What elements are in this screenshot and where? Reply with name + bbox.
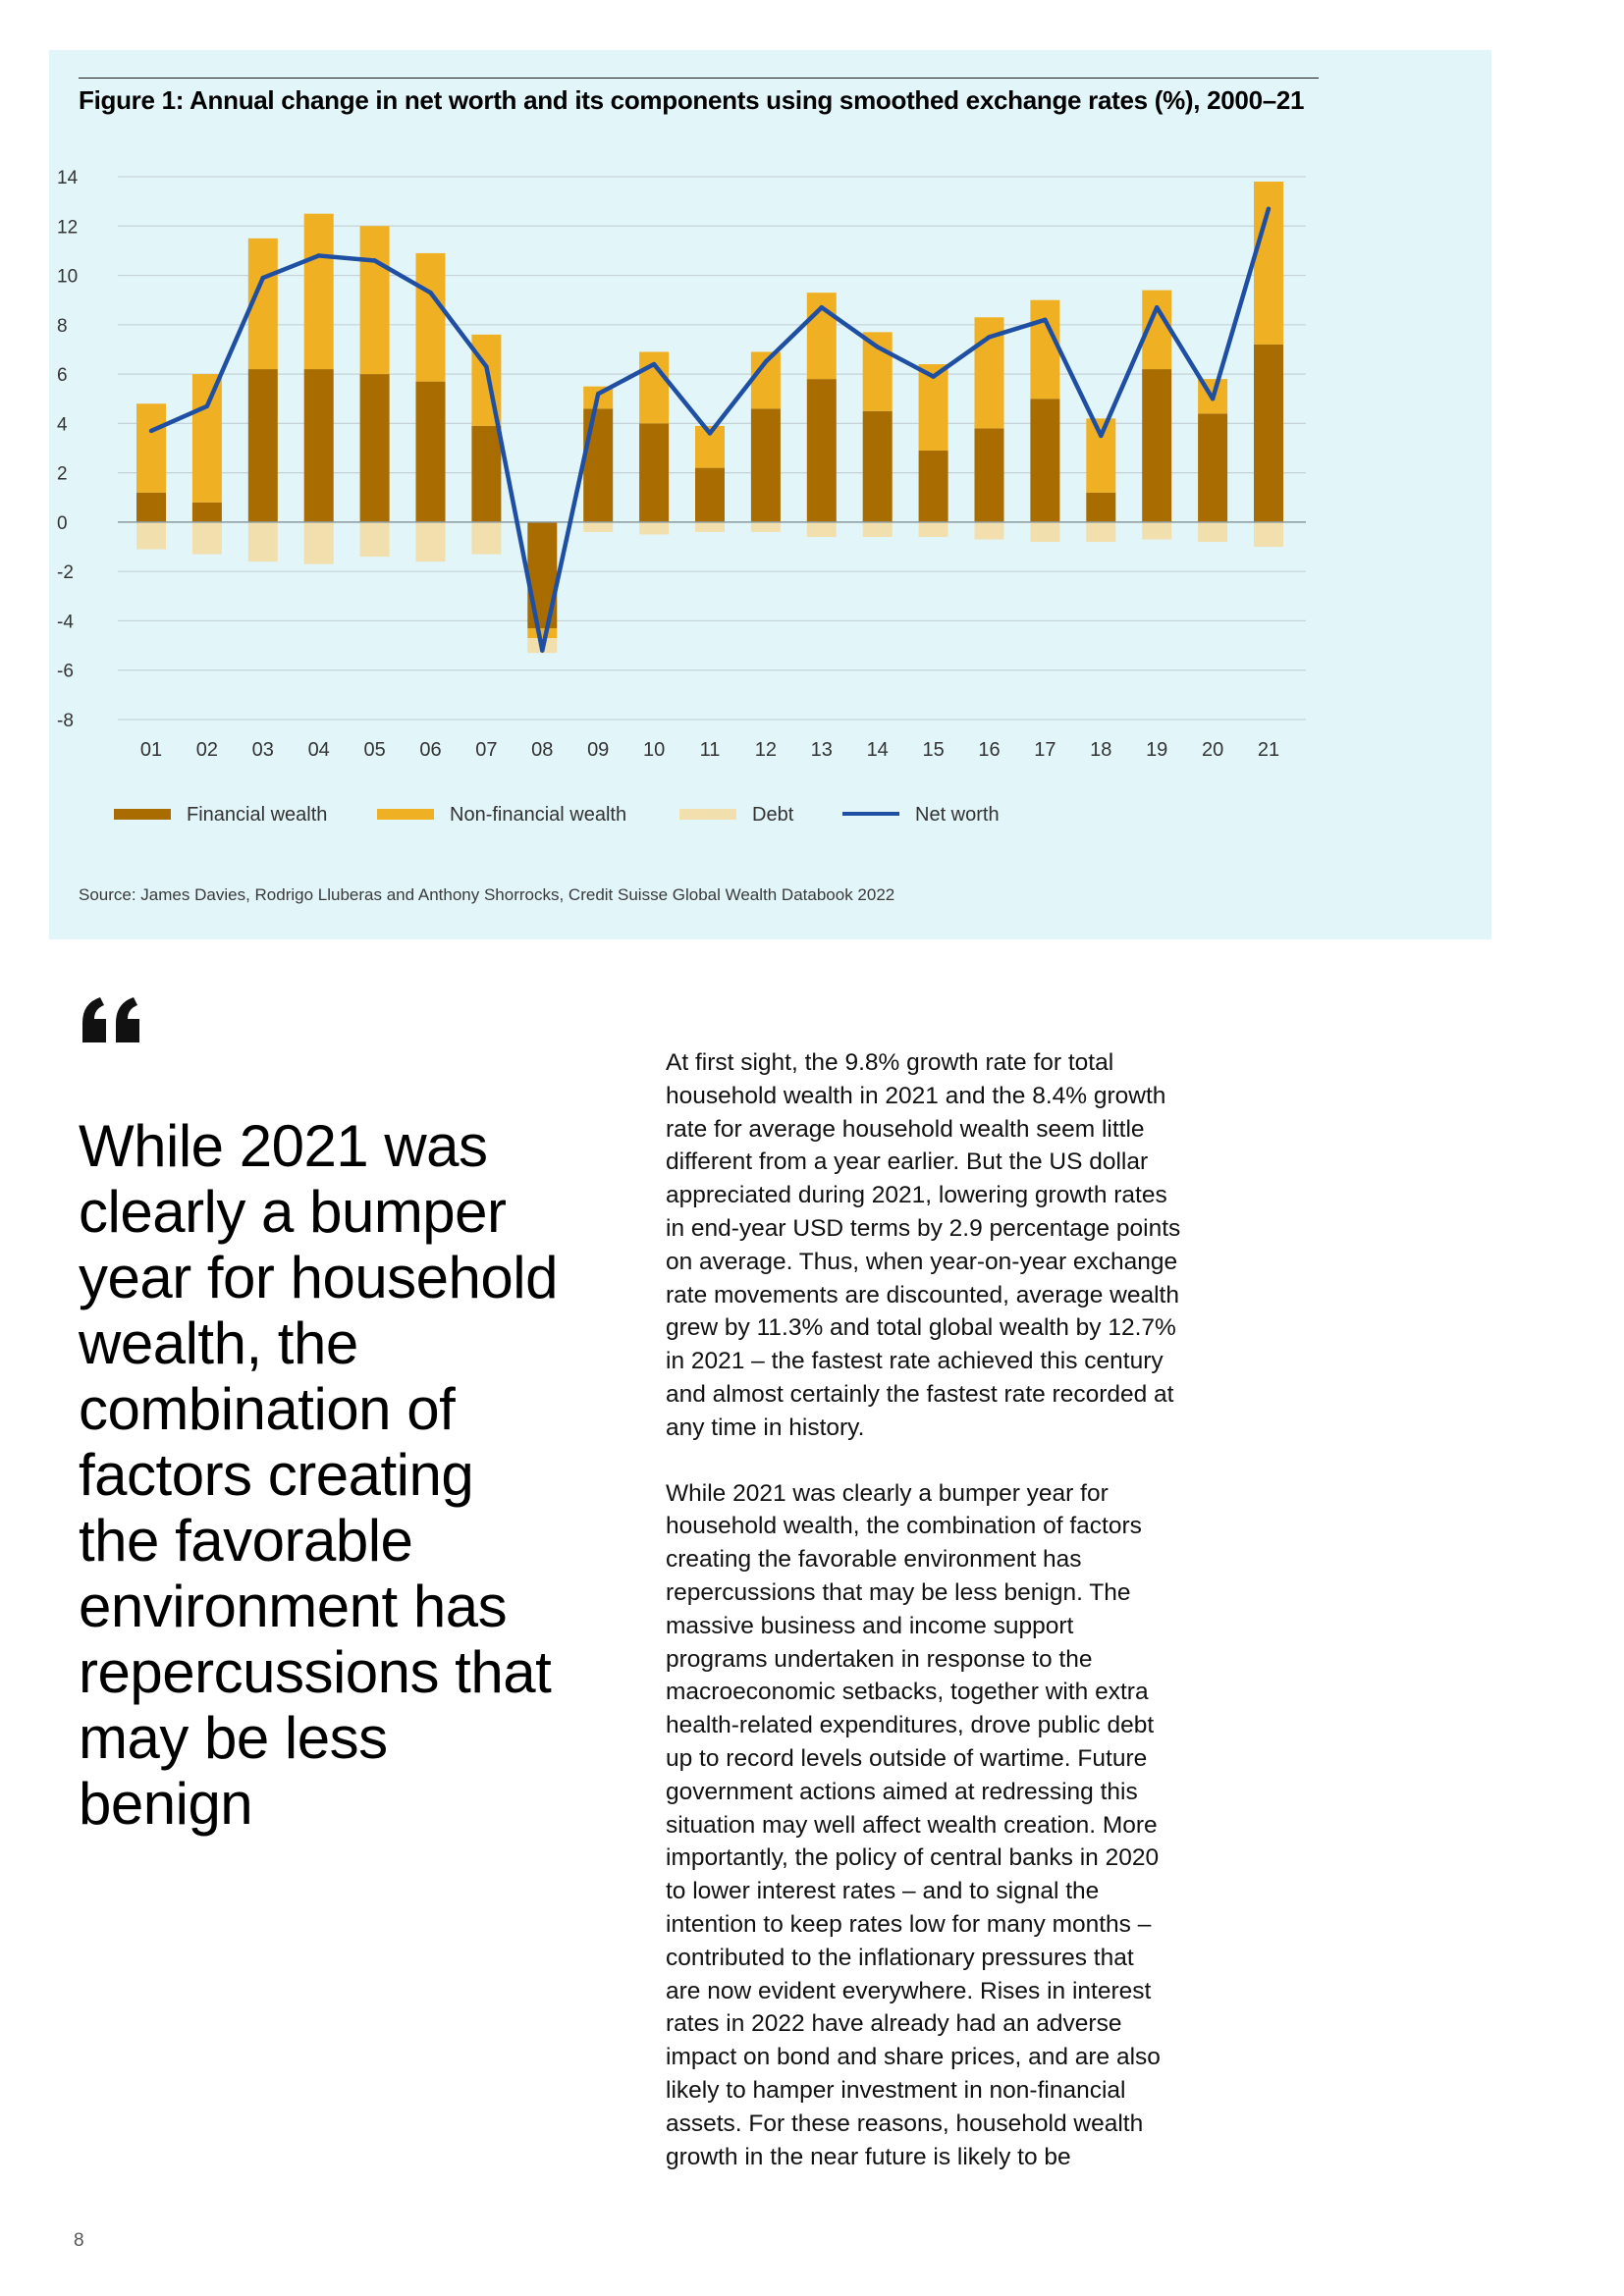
pull-quote-line: combination of [79, 1376, 456, 1442]
x-tick-label: 20 [1201, 739, 1224, 761]
debt-bar [919, 522, 948, 537]
x-tick-label: 04 [307, 739, 330, 761]
quote-mark-icon [79, 991, 147, 1050]
financial-wealth-bar [639, 423, 669, 522]
x-tick-label: 17 [1034, 739, 1056, 761]
net-worth-point [484, 364, 488, 368]
body-line: to lower interest rates – and to signal the [666, 1878, 1100, 1905]
pull-quote-line: clearly a bumper [79, 1179, 507, 1245]
body-line: household wealth, the combination of factors [666, 1513, 1142, 1540]
body-line: government actions aimed at redressing this [666, 1778, 1138, 1805]
x-tick-label: 19 [1146, 739, 1168, 761]
x-tick-label: 18 [1090, 739, 1112, 761]
y-tick-label: -4 [57, 612, 74, 633]
page-number: 8 [74, 2230, 84, 2251]
net-worth-point [876, 345, 880, 348]
financial-wealth-bar [416, 382, 446, 522]
net-worth-point [764, 359, 768, 363]
financial-wealth-bar [751, 408, 781, 522]
financial-wealth-bar [975, 428, 1004, 522]
x-axis-ticks [140, 739, 1279, 761]
debt-bar [1030, 522, 1059, 542]
net-worth-point [931, 374, 935, 378]
legend-label: Net worth [915, 804, 1000, 826]
x-tick-label: 13 [810, 739, 833, 761]
financial-wealth-bar [248, 369, 278, 522]
pull-quote-line: wealth, the [79, 1310, 358, 1376]
financial-wealth-bar [136, 493, 166, 522]
x-tick-label: 03 [251, 739, 274, 761]
x-tick-label: 12 [754, 739, 778, 761]
financial-wealth-bar [1198, 413, 1227, 522]
net-worth-point [1267, 206, 1271, 210]
source-note: Source: James Davies, Rodrigo Lluberas and Anthony Shorrocks, Credit Suisse Global Wealth Databook 2022 [79, 885, 895, 904]
financial-wealth-bar [807, 379, 837, 522]
body-line: contributed to the inflationary pressures that [666, 1944, 1134, 1971]
net-worth-point [820, 305, 824, 309]
legend-label: Debt [752, 804, 794, 826]
x-tick-label: 05 [363, 739, 386, 761]
pull-quote-line: benign [79, 1771, 253, 1837]
pull-quote [79, 1113, 628, 1837]
y-tick-label: 0 [57, 512, 68, 534]
body-line: up to record levels outside of wartime. Future [666, 1744, 1148, 1772]
non-financial-wealth-bar [360, 226, 390, 374]
pull-quote-line: While 2021 was [79, 1113, 488, 1179]
net-worth-point [428, 291, 432, 294]
debt-bar [1086, 522, 1115, 542]
pull-quote-line: environment has [79, 1574, 508, 1639]
y-tick-label: 10 [57, 266, 79, 288]
x-tick-label: 08 [531, 739, 554, 761]
financial-wealth-bar [695, 468, 725, 522]
legend-label: Non-financial wealth [450, 804, 627, 826]
body-line: macroeconomic setbacks, together with extra [666, 1679, 1149, 1706]
x-tick-label: 10 [642, 739, 666, 761]
body-line: rate for average household wealth seem little [666, 1115, 1145, 1143]
y-axis-ticks [57, 168, 79, 731]
x-tick-label: 01 [139, 739, 163, 761]
y-tick-label: 14 [57, 168, 79, 188]
net-worth-point [708, 431, 712, 435]
debt-bar [1254, 522, 1283, 547]
legend-swatch [114, 809, 171, 820]
chart-legend [114, 804, 1000, 826]
net-worth-chart [49, 147, 1326, 834]
body-line: assets. For these reasons, household wealth [666, 2109, 1144, 2137]
y-tick-label: -8 [57, 711, 74, 731]
net-worth-point [540, 648, 544, 652]
financial-wealth-bar [1030, 399, 1059, 522]
x-tick-label: 06 [419, 739, 442, 761]
body-line: While 2021 was clearly a bumper year for [666, 1479, 1109, 1507]
financial-wealth-bar [304, 369, 334, 522]
non-financial-wealth-bar [1086, 418, 1115, 492]
x-tick-label: 09 [587, 739, 610, 761]
financial-wealth-bar [360, 374, 390, 522]
y-tick-label: 4 [57, 414, 68, 436]
debt-bar [1198, 522, 1227, 542]
body-paragraph [666, 1477, 1235, 2174]
net-worth-point [372, 258, 376, 262]
body-line: programs undertaken in response to the [666, 1645, 1093, 1673]
body-paragraph [666, 1046, 1235, 1445]
body-line: situation may well affect wealth creation. More [666, 1811, 1158, 1839]
body-line: intention to keep rates low for many months – [666, 1910, 1152, 1938]
debt-bar [751, 522, 781, 532]
debt-bar [1142, 522, 1171, 540]
debt-bar [863, 522, 893, 537]
body-line: At first sight, the 9.8% growth rate for total [666, 1049, 1114, 1076]
non-financial-wealth-bar [863, 332, 893, 410]
x-tick-label: 15 [922, 739, 945, 761]
pull-quote-line: may be less [79, 1705, 388, 1771]
debt-bar [583, 522, 613, 532]
debt-bar [136, 522, 166, 550]
x-tick-label: 16 [978, 739, 1001, 761]
net-worth-point [149, 429, 153, 433]
financial-wealth-bar [1254, 345, 1283, 522]
body-line: likely to hamper investment in non-financial [666, 2076, 1126, 2104]
debt-bar [248, 522, 278, 561]
body-line: creating the favorable environment has [666, 1546, 1082, 1574]
net-worth-point [596, 392, 600, 396]
debt-bar [695, 522, 725, 532]
debt-bar [807, 522, 837, 537]
non-financial-wealth-bar [416, 253, 446, 382]
body-line: grew by 11.3% and total global wealth by 12.7% [666, 1314, 1176, 1342]
net-worth-point [205, 404, 209, 408]
financial-wealth-bar [1086, 493, 1115, 522]
body-line: in 2021 – the fastest rate achieved this century [666, 1348, 1164, 1375]
debt-bar [416, 522, 446, 561]
net-worth-point [1099, 434, 1103, 438]
y-tick-label: -2 [57, 562, 74, 584]
non-financial-wealth-bar [1254, 182, 1283, 345]
debt-bar [471, 522, 501, 555]
body-line: massive business and income support [666, 1612, 1074, 1639]
financial-wealth-bar [863, 411, 893, 522]
body-line: any time in history. [666, 1414, 865, 1441]
non-financial-wealth-bar [527, 628, 557, 638]
body-line: repercussions that may be less benign. The [666, 1578, 1131, 1606]
non-financial-wealth-bar [1030, 300, 1059, 400]
legend-label: Financial wealth [187, 804, 328, 826]
x-tick-label: 21 [1257, 739, 1280, 761]
pull-quote-line: factors creating [79, 1442, 474, 1508]
legend-swatch [679, 809, 736, 820]
non-financial-wealth-bar [192, 374, 222, 503]
y-tick-label: 8 [57, 315, 68, 337]
pull-quote-line: the favorable [79, 1508, 413, 1574]
body-line: growth in the near future is likely to be [666, 2143, 1071, 2170]
non-financial-wealth-bar [136, 403, 166, 492]
financial-wealth-bar [192, 503, 222, 522]
figure-title: Figure 1: Annual change in net worth and its components using smoothed exchange rates (%), 2000–21 [79, 85, 1305, 115]
debt-bar [192, 522, 222, 555]
body-text [666, 1046, 1235, 2206]
body-line: household wealth in 2021 and the 8.4% growth [666, 1082, 1166, 1109]
body-line: rates in 2022 have already had an adverse [666, 2010, 1122, 2038]
legend-swatch [377, 809, 434, 820]
net-worth-point [1043, 318, 1047, 322]
net-worth-point [652, 362, 656, 366]
financial-wealth-bar [1142, 369, 1171, 522]
net-worth-point [1211, 397, 1215, 400]
y-tick-label: 2 [57, 463, 68, 485]
pull-quote-line: year for household [79, 1245, 558, 1310]
debt-bar [975, 522, 1004, 540]
body-line: and almost certainly the fastest rate recorded at [666, 1380, 1174, 1408]
body-line: on average. Thus, when year-on-year exchange [666, 1248, 1178, 1275]
y-tick-label: -6 [57, 661, 74, 682]
debt-bar [360, 522, 390, 557]
x-tick-label: 11 [699, 739, 721, 761]
y-tick-label: 12 [57, 217, 79, 239]
body-line: health-related expenditures, drove public debt [666, 1712, 1155, 1739]
non-financial-wealth-bar [304, 214, 334, 369]
body-line: impact on bond and share prices, and are also [666, 2044, 1161, 2071]
pull-quote-line: repercussions that [79, 1639, 552, 1705]
figure-title-rule [79, 78, 1319, 79]
net-worth-point [987, 335, 991, 339]
net-worth-point [1155, 305, 1159, 309]
body-line: rate movements are discounted, average wealth [666, 1281, 1179, 1308]
y-tick-label: 6 [57, 365, 68, 387]
x-tick-label: 07 [475, 739, 498, 761]
financial-wealth-bar [471, 426, 501, 522]
x-tick-label: 14 [866, 739, 889, 761]
debt-bar [304, 522, 334, 564]
body-line: in end-year USD terms by 2.9 percentage points [666, 1214, 1181, 1242]
body-line: appreciated during 2021, lowering growth rates [666, 1182, 1167, 1209]
net-worth-point [317, 253, 321, 257]
debt-bar [639, 522, 669, 535]
x-tick-label: 02 [195, 739, 219, 761]
financial-wealth-bar [919, 451, 948, 522]
body-line: are now evident everywhere. Rises in interest [666, 1977, 1152, 2004]
body-line: importantly, the policy of central banks in 2020 [666, 1844, 1160, 1872]
financial-wealth-bar [583, 408, 613, 522]
net-worth-point [261, 276, 265, 280]
body-line: different from a year earlier. But the US dollar [666, 1148, 1149, 1176]
